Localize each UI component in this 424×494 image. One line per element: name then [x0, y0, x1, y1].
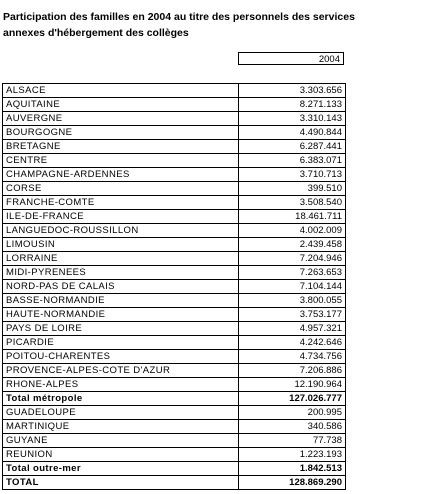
table-row: [3, 168, 346, 182]
region-name-cell: MARTINIQUE: [3, 420, 239, 434]
region-name-cell: CHAMPAGNE-ARDENNES: [3, 168, 239, 182]
table-row: [3, 406, 346, 420]
amount-cell: 7.104.144: [239, 280, 346, 294]
amount-cell: 3.508.540: [239, 196, 346, 210]
amount-cell: 3.753.177: [239, 308, 346, 322]
region-name-cell: PICARDIE: [3, 336, 239, 350]
amount-cell: 18.461.711: [239, 210, 346, 224]
amount-cell: 4.002.009: [239, 224, 346, 238]
region-name-cell: CORSE: [3, 182, 239, 196]
amount-cell: 77.738: [239, 434, 346, 448]
table-row: [3, 154, 346, 168]
amount-cell: 4.957.321: [239, 322, 346, 336]
table-row: [3, 196, 346, 210]
amount-cell: 6.383.071: [239, 154, 346, 168]
region-name-cell: FRANCHE-COMTE: [3, 196, 239, 210]
amount-cell: 3.710.713: [239, 168, 346, 182]
region-name-cell: Total outre-mer: [3, 462, 239, 476]
amount-cell: 3.310.143: [239, 112, 346, 126]
document-title: [3, 9, 413, 41]
amount-cell: 12.190.964: [239, 378, 346, 392]
region-name-cell: LORRAINE: [3, 252, 239, 266]
table-row: [3, 364, 346, 378]
title-line-2: annexes d'hébergement des collèges: [3, 27, 189, 39]
table-row: [3, 448, 346, 462]
region-name-cell: REUNION: [3, 448, 239, 462]
amount-cell: 1.842.513: [239, 462, 346, 476]
table-row: [3, 280, 346, 294]
region-name-cell: TOTAL: [3, 476, 239, 490]
region-name-cell: LIMOUSIN: [3, 238, 239, 252]
table-row: [3, 210, 346, 224]
table-row: [3, 224, 346, 238]
table-row: [3, 238, 346, 252]
amount-cell: 4.242.646: [239, 336, 346, 350]
amount-cell: 7.263.653: [239, 266, 346, 280]
amount-cell: 4.734.756: [239, 350, 346, 364]
amount-cell: 8.271.133: [239, 98, 346, 112]
region-name-cell: AQUITAINE: [3, 98, 239, 112]
table-row: [3, 322, 346, 336]
title-line-1: Participation des familles en 2004 au titre des personnels des services: [3, 11, 355, 23]
year-column-header: 2004: [238, 52, 344, 65]
table-row: [3, 378, 346, 392]
participation-table: [2, 83, 346, 490]
region-name-cell: RHONE-ALPES: [3, 378, 239, 392]
amount-cell: 3.303.656: [239, 84, 346, 98]
amount-cell: 200.995: [239, 406, 346, 420]
region-name-cell: BOURGOGNE: [3, 126, 239, 140]
region-name-cell: CENTRE: [3, 154, 239, 168]
amount-cell: 4.490.844: [239, 126, 346, 140]
region-name-cell: GUYANE: [3, 434, 239, 448]
table-row: [3, 84, 346, 98]
table-row: [3, 350, 346, 364]
total-row: [3, 476, 346, 490]
region-name-cell: LANGUEDOC-ROUSSILLON: [3, 224, 239, 238]
table-row: [3, 126, 346, 140]
region-name-cell: PAYS DE LOIRE: [3, 322, 239, 336]
amount-cell: 3.800.055: [239, 294, 346, 308]
region-name-cell: POITOU-CHARENTES: [3, 350, 239, 364]
table-row: [3, 294, 346, 308]
total-row: [3, 462, 346, 476]
table-row: [3, 308, 346, 322]
region-name-cell: GUADELOUPE: [3, 406, 239, 420]
region-name-cell: BRETAGNE: [3, 140, 239, 154]
table-row: [3, 336, 346, 350]
amount-cell: 1.223.193: [239, 448, 346, 462]
table-row: [3, 98, 346, 112]
region-name-cell: BASSE-NORMANDIE: [3, 294, 239, 308]
amount-cell: 340.586: [239, 420, 346, 434]
amount-cell: 399.510: [239, 182, 346, 196]
region-name-cell: MIDI-PYRENEES: [3, 266, 239, 280]
amount-cell: 2.439.458: [239, 238, 346, 252]
region-name-cell: Total métropole: [3, 392, 239, 406]
table-row: [3, 420, 346, 434]
region-name-cell: HAUTE-NORMANDIE: [3, 308, 239, 322]
region-name-cell: AUVERGNE: [3, 112, 239, 126]
region-name-cell: ILE-DE-FRANCE: [3, 210, 239, 224]
amount-cell: 127.026.777: [239, 392, 346, 406]
amount-cell: 128.869.290: [239, 476, 346, 490]
amount-cell: 6.287.441: [239, 140, 346, 154]
amount-cell: 7.206.886: [239, 364, 346, 378]
table-row: [3, 434, 346, 448]
region-name-cell: PROVENCE-ALPES-COTE D'AZUR: [3, 364, 239, 378]
region-name-cell: ALSACE: [3, 84, 239, 98]
region-name-cell: NORD-PAS DE CALAIS: [3, 280, 239, 294]
table-row: [3, 182, 346, 196]
table-row: [3, 112, 346, 126]
table-row: [3, 252, 346, 266]
table-row: [3, 140, 346, 154]
table-row: [3, 266, 346, 280]
total-row: [3, 392, 346, 406]
amount-cell: 7.204.946: [239, 252, 346, 266]
